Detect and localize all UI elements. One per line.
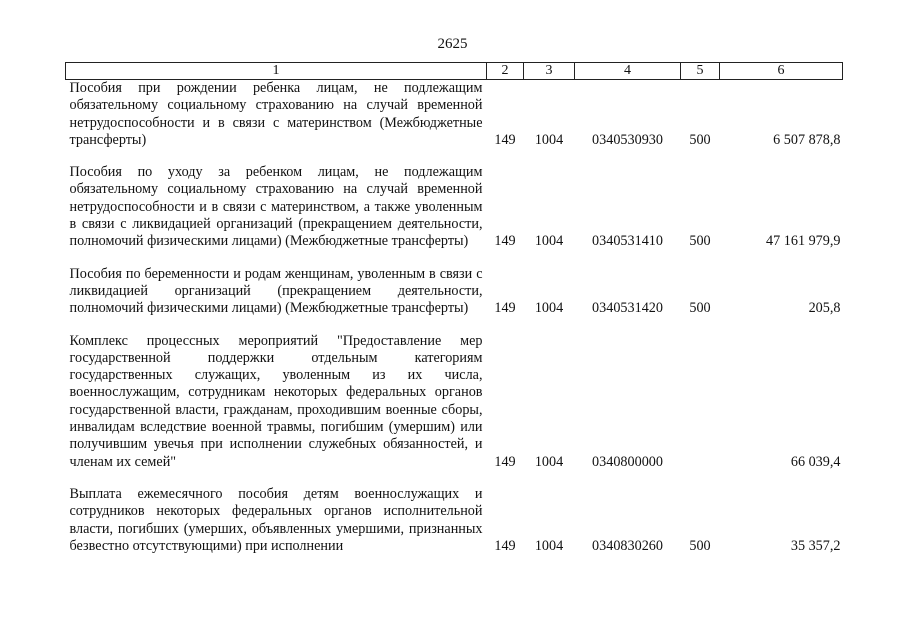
row-target-code: 0340531410: [592, 233, 663, 250]
column-header-6: 6: [720, 63, 843, 80]
column-header-5: 5: [681, 63, 720, 80]
table-body: [66, 80, 843, 556]
row-expense-type: [681, 318, 720, 471]
row-ministry-code: 149: [494, 131, 516, 148]
column-header-1: 1: [66, 63, 487, 80]
row-amount: 205,8: [808, 300, 841, 317]
row-section-code: 1004: [534, 233, 564, 250]
row-amount: 35 357,2: [790, 537, 841, 554]
row-target-code: 0340800000: [592, 453, 663, 470]
row-name: Пособия при рождении ребенка лицам, не подлежащим обязательному социальному страхованию на случай временной нетрудоспособности и в связи с материнством (Межбюджетные трансферты): [69, 80, 483, 148]
column-header-2: 2: [487, 63, 524, 80]
row-ministry-code: 149: [494, 537, 516, 554]
row-expense-type: 500: [689, 300, 711, 317]
row-section-code: 1004: [534, 453, 564, 470]
row-ministry-code: 149: [494, 300, 516, 317]
row-amount: 6 507 878,8: [773, 131, 841, 148]
table-row: [66, 80, 843, 150]
table-header: [66, 63, 843, 80]
row-amount: 47 161 979,9: [766, 233, 841, 250]
table-row: [66, 471, 843, 555]
row-name: Выплата ежемесячного пособия детям военнослужащих и сотрудников некоторых федеральных органов исполнительной власти, погибших (умерших, объявленных умершими, признанных безвестно отсутствующими) при исполнении: [69, 485, 483, 554]
row-amount: 66 039,4: [790, 453, 841, 470]
row-section-code: 1004: [534, 537, 564, 554]
table-row: [66, 251, 843, 318]
row-name: Пособия по уходу за ребенком лицам, не подлежащим обязательному социальному страхованию на случай временной нетрудоспособности и в связи с материнством, а также уволенным в связи с ликвидацией организаций (прекращением деятельности, полномочий физическими лицами) (Межбюджетные трансферты): [69, 164, 483, 250]
row-section-code: 1004: [534, 131, 564, 148]
row-section-code: 1004: [534, 300, 564, 317]
row-expense-type: 500: [689, 131, 711, 148]
row-name: Пособия по беременности и родам женщинам, уволенным в связи с ликвидацией организаций (прекращением деятельности, полномочий физическими лицами) (Межбюджетные трансферты): [69, 265, 483, 317]
header-row: [66, 63, 843, 80]
row-expense-type: 500: [689, 537, 711, 554]
row-target-code: 0340530930: [592, 131, 663, 148]
row-target-code: 0340830260: [592, 537, 663, 554]
column-header-3: 3: [524, 63, 575, 80]
row-ministry-code: 149: [494, 453, 516, 470]
column-header-4: 4: [575, 63, 681, 80]
table-row: [66, 318, 843, 471]
page-number: 2625: [437, 36, 468, 52]
row-target-code: 0340531420: [592, 300, 663, 317]
row-ministry-code: 149: [494, 233, 516, 250]
table-row: [66, 149, 843, 250]
row-name: Комплекс процессных мероприятий "Предоставление мер государственной поддержки отдельным категориям государственных служащих, уволенным из их числа, военнослужащим, сотрудникам некоторых федеральных органов государственной власти, гражданам, проходившим военные сборы, инвалидам вследствие военной травмы, погибшим (умершим) или получившим увечья при исполнении служебных обязанностей, и членам их семей": [69, 332, 483, 470]
row-expense-type: 500: [689, 233, 711, 250]
budget-table: [65, 62, 843, 555]
